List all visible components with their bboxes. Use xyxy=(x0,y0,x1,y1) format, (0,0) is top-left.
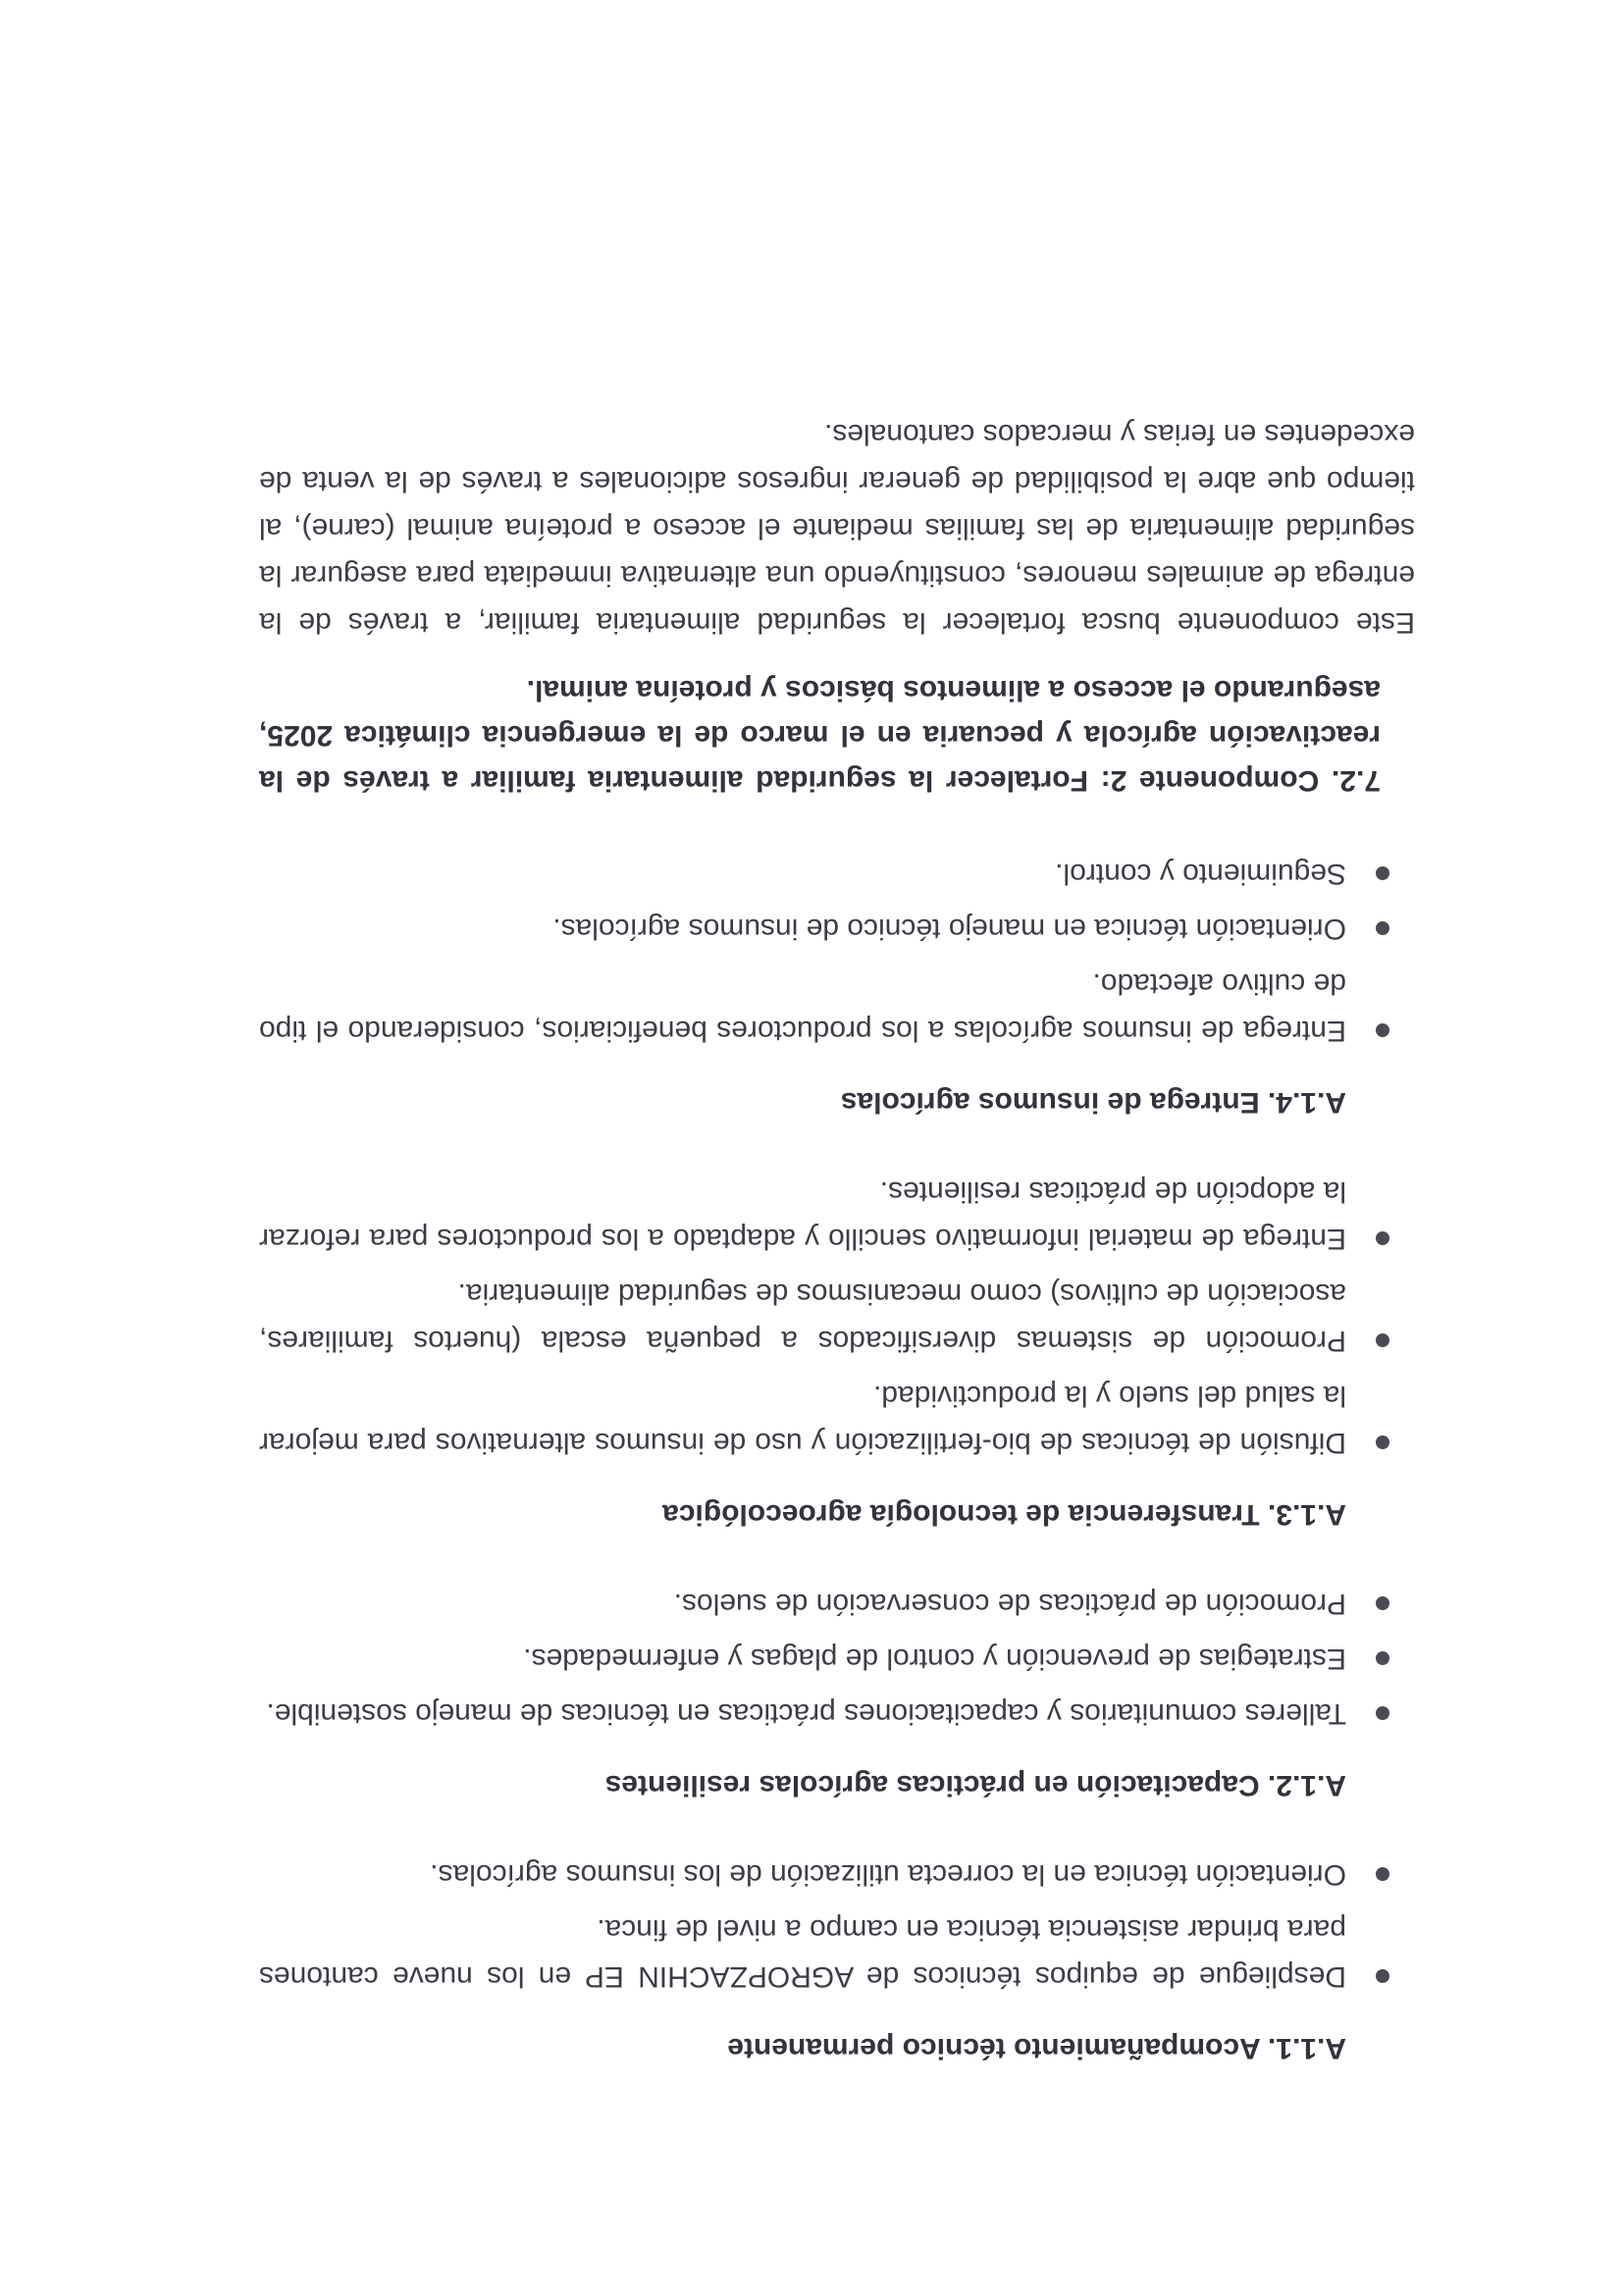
list-item xyxy=(259,1635,1415,1682)
bullet-list xyxy=(259,1851,1415,2000)
bullet-list xyxy=(259,850,1415,1054)
component-paragraph: Este componente busca fortalecer la seguridad alimentaria familiar, a través de la entrega de animales menores, constituyendo una alternativa inmediata para asegurar la seguridad alimentaria de las familias mediante el acceso a proteína animal (carne), al tiempo que abre la posibilidad de generar ingresos adicionales a través de la venta de excedentes en ferias y mercados cantonales. xyxy=(259,418,1415,639)
bullet-icon xyxy=(1376,866,1389,880)
section-heading: A.1.1. Acompañamiento técnico permanente xyxy=(727,2032,1346,2064)
bullet-icon xyxy=(1376,1651,1389,1665)
section-heading: A.1.2. Capacitación en prácticas agrícolas resilientes xyxy=(604,1769,1346,1801)
list-item-text: Entrega de material informativo sencillo y adaptado a los productores para reforzar la adopción de prácticas resilientes. xyxy=(259,1175,1346,1255)
component-2 xyxy=(259,410,1415,803)
list-item-text: Promoción de prácticas de conservación de suelos. xyxy=(673,1588,1346,1620)
list-item-text: Entrega de insumos agrícolas a los productores beneficiarios, considerando el tipo de cultivo afectado. xyxy=(259,967,1346,1047)
list-item-text: Talleres comunitarios y capacitaciones prácticas en técnicas de manejo sostenible. xyxy=(266,1697,1346,1730)
component-heading: 7.2. Componente 2: Fortalecer la seguridad alimentaria familiar a través de la reactivación agrícola y pecuaria en el marco de la emergencia climática 2025, asegurando el acceso a alimentos básicos y proteína animal. xyxy=(259,674,1381,797)
list-item xyxy=(259,1168,1415,1262)
list-item-text: Difusión de técnicas de bio-fertilización y uso de insumos alternativos para mejorar la salud del suelo y la productividad. xyxy=(259,1380,1346,1459)
bullet-icon xyxy=(1376,1596,1389,1610)
section-a13 xyxy=(259,1168,1415,1537)
list-item-text: Seguimiento y control. xyxy=(1055,858,1346,890)
list-item-text: Despliegue de equipos técnicos de AGROPZACHIN EP en los nueve cantones para brindar asistencia técnica en campo a nivel de finca. xyxy=(259,1913,1346,1993)
list-item-text: Orientación técnica en la correcta utilización de los insumos agrícolas. xyxy=(430,1858,1346,1891)
list-item xyxy=(259,960,1415,1054)
list-item xyxy=(259,905,1415,952)
bullet-list xyxy=(259,1580,1415,1737)
list-item-text: Promoción de sistemas diversificados a pequeña escala (huertos familiares, asociación de cultivos) como mecanismos de seguridad alimentaria. xyxy=(259,1278,1346,1357)
list-item xyxy=(259,1905,1415,2000)
bullet-icon xyxy=(1376,1969,1389,1983)
list-item xyxy=(259,1270,1415,1364)
list-item-text: Orientación técnica en manejo técnico de insumos agrícolas. xyxy=(552,913,1346,945)
bullet-icon xyxy=(1376,1435,1389,1449)
document-content xyxy=(259,410,1415,2070)
bullet-icon xyxy=(1376,921,1389,935)
bullet-icon xyxy=(1376,1231,1389,1245)
section-heading: A.1.3. Transferencia de tecnología agroecológica xyxy=(662,1498,1346,1531)
bullet-icon xyxy=(1376,1023,1389,1037)
bullet-icon xyxy=(1376,1333,1389,1347)
bullet-list xyxy=(259,1168,1415,1466)
bullet-icon xyxy=(1376,1706,1389,1720)
list-item xyxy=(259,1690,1415,1737)
list-item xyxy=(259,1851,1415,1898)
list-item-text: Estrategias de prevención y control de plagas y enfermedades. xyxy=(523,1643,1346,1675)
list-item xyxy=(259,1580,1415,1627)
section-a12 xyxy=(259,1580,1415,1807)
section-a14 xyxy=(259,850,1415,1124)
section-heading: A.1.4. Entrega de insumos agrícolas xyxy=(840,1086,1346,1119)
bullet-icon xyxy=(1376,1867,1389,1881)
section-a11 xyxy=(259,1851,1415,2070)
list-item xyxy=(259,1372,1415,1466)
list-item xyxy=(259,850,1415,897)
